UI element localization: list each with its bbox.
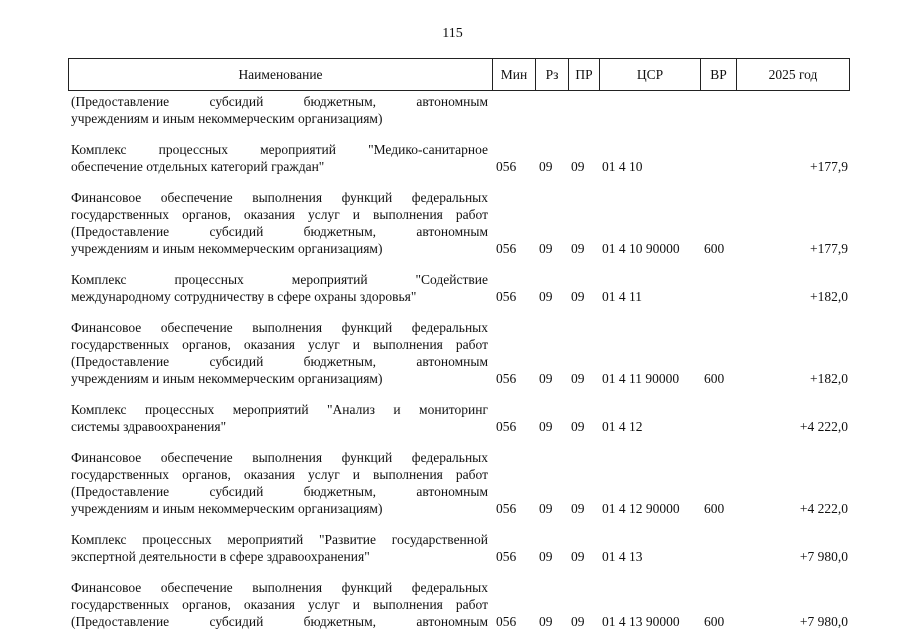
table-row (68, 189, 850, 257)
row-name-line: государственных органов, оказания услуг и выполнения работ (71, 207, 488, 222)
row-sum: +7 980,0 (799, 549, 848, 564)
row-name-line: Финансовое обеспечение выполнения функций федеральных (71, 580, 488, 595)
row-rz: 09 (539, 501, 553, 516)
row-sum: +177,9 (810, 241, 848, 256)
row-name-line: учреждениям и иным некоммерческим организациям) (71, 111, 383, 126)
table-row (68, 271, 850, 305)
row-name-line: Финансовое обеспечение выполнения функций федеральных (71, 450, 488, 465)
row-rz: 09 (539, 419, 553, 434)
row-name-line: (Предоставление субсидий бюджетным, автономным (71, 224, 488, 239)
row-min: 056 (496, 371, 517, 386)
row-name-line: учреждениям и иным некоммерческим организациям) (71, 241, 383, 256)
row-name (71, 271, 488, 305)
row-min: 056 (496, 241, 517, 256)
page-number: 115 (442, 26, 463, 41)
row-csr: 01 4 12 (602, 419, 643, 434)
budget-table (68, 58, 850, 629)
table-row (68, 319, 850, 387)
row-csr: 01 4 13 (602, 549, 643, 564)
row-sum: +7 980,0 (799, 614, 848, 629)
row-name-line: Финансовое обеспечение выполнения функций федеральных (71, 190, 488, 205)
row-name (71, 531, 488, 565)
row-rz: 09 (539, 241, 553, 256)
row-min: 056 (496, 159, 517, 174)
row-name-line: государственных органов, оказания услуг и выполнения работ (71, 597, 488, 612)
row-csr: 01 4 11 (602, 289, 642, 304)
header-min: Мин (492, 59, 535, 90)
row-pr: 09 (571, 241, 585, 256)
row-pr: 09 (571, 614, 585, 629)
row-name-line: государственных органов, оказания услуг и выполнения работ (71, 467, 488, 482)
row-min: 056 (496, 549, 517, 564)
row-sum: +4 222,0 (799, 419, 848, 434)
header-name: Наименование (238, 67, 323, 82)
table-row (68, 531, 850, 565)
row-pr: 09 (571, 159, 585, 174)
row-vr: 600 (704, 371, 725, 386)
row-min: 056 (496, 501, 517, 516)
row-pr: 09 (571, 501, 585, 516)
row-name-line: международному сотрудничеству в сфере охраны здоровья" (71, 289, 417, 304)
row-name-line: (Предоставление субсидий бюджетным, автономным (71, 354, 488, 369)
row-pr: 09 (571, 289, 585, 304)
row-name-line: системы здравоохранения" (71, 419, 227, 434)
row-name-line: экспертной деятельности в сфере здравоохранения" (71, 549, 370, 564)
header-pr: ПР (568, 59, 599, 90)
row-min: 056 (496, 289, 517, 304)
row-csr: 01 4 12 90000 (602, 501, 680, 516)
row-name-line: Комплекс процессных мероприятий "Развитие государственной (71, 532, 488, 547)
header-csr: ЦСР (599, 59, 700, 90)
row-vr: 600 (704, 501, 725, 516)
row-name-line: Комплекс процессных мероприятий "Содействие (71, 272, 488, 287)
row-min: 056 (496, 614, 517, 629)
row-csr: 01 4 10 90000 (602, 241, 680, 256)
header-rz: Рз (535, 59, 568, 90)
row-csr: 01 4 11 90000 (602, 371, 680, 386)
row-name-line: Комплекс процессных мероприятий "Медико-санитарное (71, 142, 488, 157)
table-row (68, 93, 850, 127)
header-sum: 2025 год (736, 59, 849, 90)
row-sum: +182,0 (810, 289, 848, 304)
row-name (71, 141, 488, 175)
row-name (71, 319, 488, 387)
row-name (71, 579, 488, 630)
row-rz: 09 (539, 289, 553, 304)
row-pr: 09 (571, 549, 585, 564)
row-rz: 09 (539, 159, 553, 174)
row-min: 056 (496, 419, 517, 434)
row-name-line: Комплекс процессных мероприятий "Анализ и мониторинг (71, 402, 488, 417)
table-row (68, 141, 850, 175)
table-row (68, 401, 850, 435)
row-rz: 09 (539, 614, 553, 629)
row-name-line: обеспечение отдельных категорий граждан" (71, 159, 325, 174)
row-name-line: государственных органов, оказания услуг и выполнения работ (71, 337, 488, 352)
row-sum: +177,9 (810, 159, 848, 174)
row-name (71, 93, 488, 127)
row-name-line: (Предоставление субсидий бюджетным, автономным (71, 94, 488, 109)
row-name (71, 449, 488, 517)
row-name-line: учреждениям и иным некоммерческим организациям) (71, 371, 383, 386)
row-rz: 09 (539, 371, 553, 386)
row-name-line: (Предоставление субсидий бюджетным, автономным (71, 614, 488, 629)
row-vr: 600 (704, 614, 725, 629)
table-header (68, 58, 850, 91)
row-pr: 09 (571, 419, 585, 434)
row-name (71, 189, 488, 257)
table-row (68, 449, 850, 517)
row-name-line: учреждениям и иным некоммерческим организациям) (71, 501, 383, 516)
row-pr: 09 (571, 371, 585, 386)
row-name-line: (Предоставление субсидий бюджетным, автономным (71, 484, 488, 499)
row-sum: +182,0 (810, 371, 848, 386)
row-csr: 01 4 13 90000 (602, 614, 680, 629)
header-vr: ВР (700, 59, 736, 90)
row-vr: 600 (704, 241, 725, 256)
row-name-line: Финансовое обеспечение выполнения функций федеральных (71, 320, 488, 335)
table-row (68, 579, 850, 630)
row-sum: +4 222,0 (799, 501, 848, 516)
row-rz: 09 (539, 549, 553, 564)
row-csr: 01 4 10 (602, 159, 643, 174)
row-name (71, 401, 488, 435)
